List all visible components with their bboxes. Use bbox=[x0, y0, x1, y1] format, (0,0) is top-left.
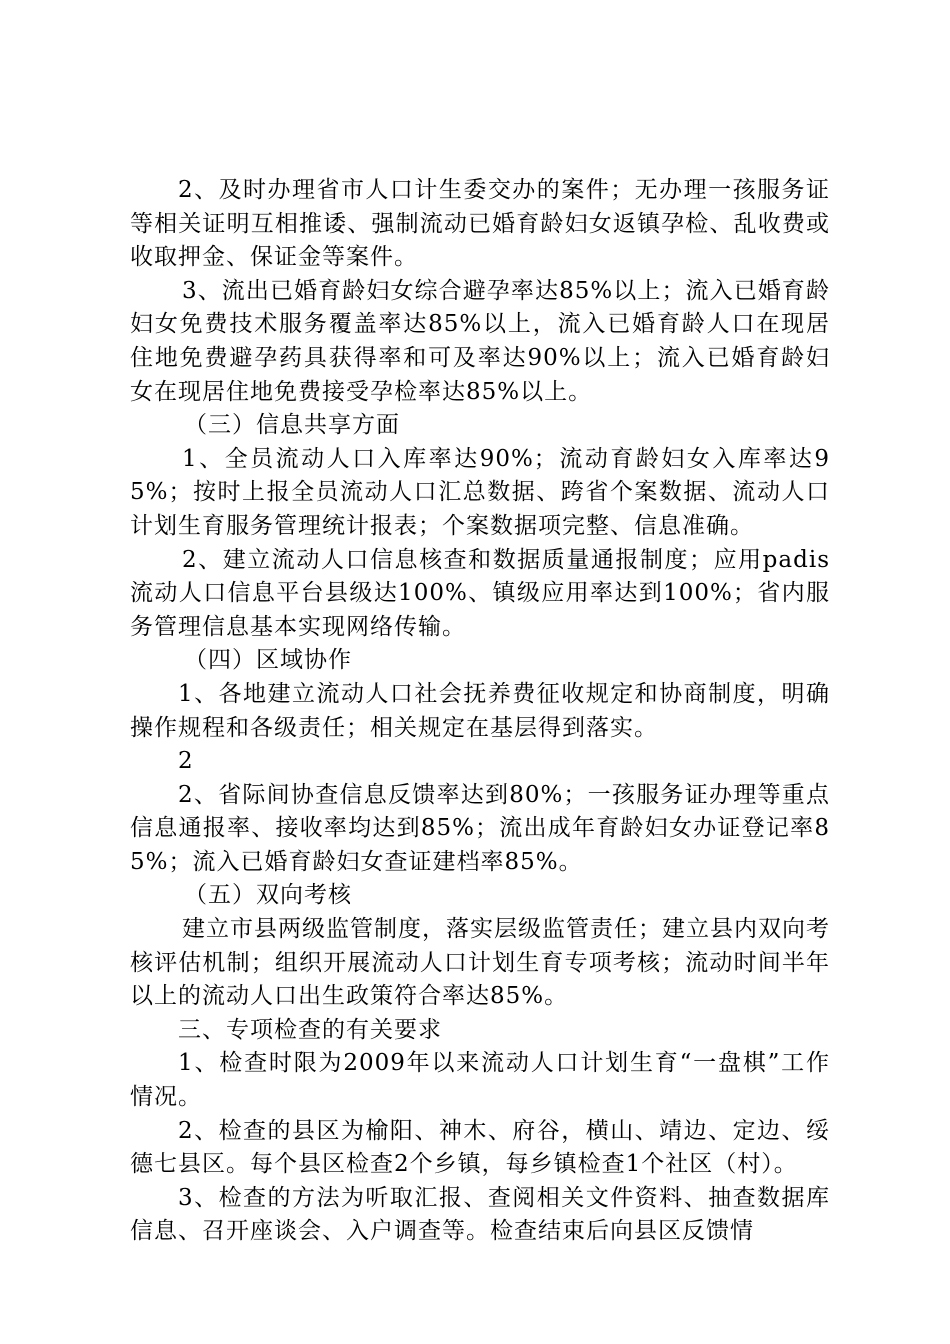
paragraph-case-handling: 2、及时办理省市人口计生委交办的案件；无办理一孩服务证等相关证明互相推诿、强制流动已婚育龄妇女返镇孕检、乱收费或收取押金、保证金等案件。 bbox=[130, 177, 830, 271]
page-number-fragment: 2 bbox=[178, 748, 193, 775]
paragraph-contraception-rates: 3、流出已婚育龄妇女综合避孕率达85%以上；流入已婚育龄妇女免费技术服务覆盖率达85%以上，流入已婚育龄人口在现居住地免费避孕药具获得率和可及率达90%以上；流入已婚育龄妇女在现居住地免费接受孕检率达85%以上。 bbox=[130, 277, 830, 405]
paragraph-inspection-period: 1、检查时限为2009年以来流动人口计划生育“一盘棋”工作情况。 bbox=[130, 1050, 830, 1111]
paragraph-feedback-rates: 2、省际间协查信息反馈率达到80%；一孩服务证办理等重点信息通报率、接收率均达到85%；流出成年育龄妇女办证登记率85%；流入已婚育龄妇女查证建档率85%。 bbox=[130, 781, 830, 875]
paragraph-supervision: 建立市县两级监管制度，落实层级监管责任；建立县内双向考核评估机制；组织开展流动人口计划生育专项考核；流动时间半年以上的流动人口出生政策符合率达85%。 bbox=[130, 916, 830, 1010]
section-heading-two-way-assessment: （五）双向考核 bbox=[184, 882, 352, 909]
paragraph-inspection-counties: 2、检查的县区为榆阳、神木、府谷，横山、靖边、定边、绥德七县区。每个县区检查2个乡镇，每乡镇检查1个社区（村）。 bbox=[130, 1117, 830, 1178]
section-heading-regional-cooperation: （四）区域协作 bbox=[184, 647, 352, 674]
section-heading-inspection-requirements: 三、专项检查的有关要求 bbox=[178, 1016, 442, 1043]
paragraph-fee-collection: 1、各地建立流动人口社会抚养费征收规定和协商制度，明确操作规程和各级责任；相关规定在基层得到落实。 bbox=[130, 680, 830, 741]
section-heading-info-sharing: （三）信息共享方面 bbox=[184, 412, 400, 439]
paragraph-database-entry: 1、全员流动人口入库率达90%；流动育龄妇女入库率达95%；按时上报全员流动人口汇总数据、跨省个案数据、流动人口计划生育服务管理统计报表；个案数据项完整、信息准确。 bbox=[130, 445, 830, 539]
paragraph-inspection-methods: 3、检查的方法为听取汇报、查阅相关文件资料、抽查数据库信息、召开座谈会、入户调查等。检查结束后向县区反馈情 bbox=[130, 1184, 830, 1245]
paragraph-data-quality: 2、建立流动人口信息核查和数据质量通报制度；应用padis流动人口信息平台县级达100%、镇级应用率达到100%；省内服务管理信息基本实现网络传输。 bbox=[130, 546, 830, 640]
document-body bbox=[130, 174, 830, 1249]
